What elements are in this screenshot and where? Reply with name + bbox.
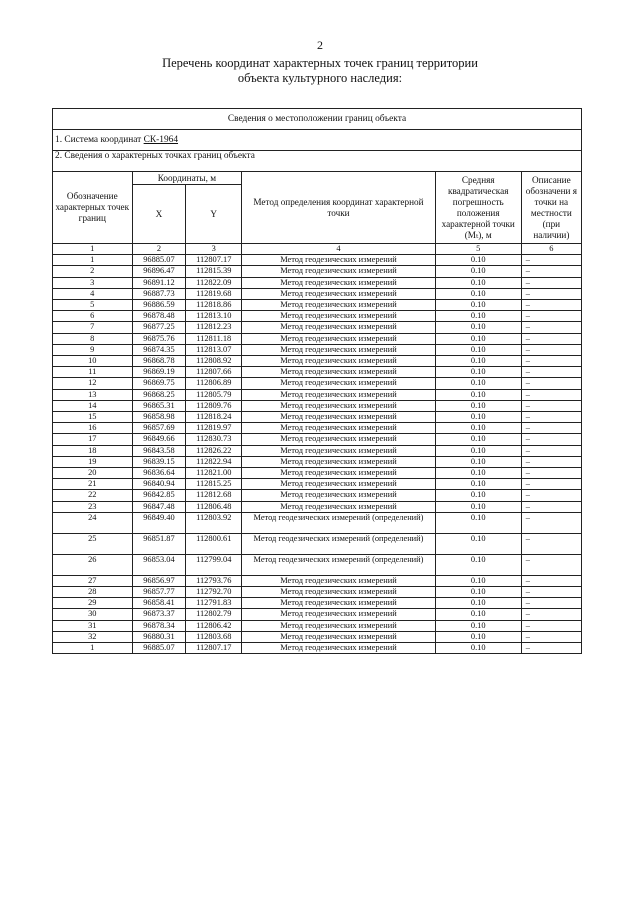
point-description: – xyxy=(521,412,581,423)
col-number: 1 xyxy=(53,244,133,255)
boundary-points-table xyxy=(52,108,582,654)
error-value: 0.10 xyxy=(435,356,521,367)
y-coordinate: 112807.17 xyxy=(186,255,242,266)
point-number: 6 xyxy=(53,311,133,322)
y-coordinate: 112822.09 xyxy=(186,277,242,288)
x-coordinate: 96853.04 xyxy=(132,554,186,575)
y-coordinate: 112807.17 xyxy=(186,643,242,654)
error-value: 0.10 xyxy=(435,554,521,575)
point-description: – xyxy=(521,378,581,389)
method: Метод геодезических измерений xyxy=(242,367,436,378)
table-row xyxy=(53,575,582,586)
error-value: 0.10 xyxy=(435,311,521,322)
error-value: 0.10 xyxy=(435,598,521,609)
method: Метод геодезических измерений xyxy=(242,333,436,344)
col-number: 2 xyxy=(132,244,186,255)
point-number: 10 xyxy=(53,356,133,367)
x-coordinate: 96836.64 xyxy=(132,468,186,479)
point-number: 9 xyxy=(53,344,133,355)
y-coordinate: 112813.07 xyxy=(186,344,242,355)
table-row xyxy=(53,468,582,479)
point-description: – xyxy=(521,344,581,355)
error-value: 0.10 xyxy=(435,479,521,490)
point-number: 3 xyxy=(53,277,133,288)
y-coordinate: 112811.18 xyxy=(186,333,242,344)
y-coordinate: 112803.92 xyxy=(186,512,242,533)
point-description: – xyxy=(521,400,581,411)
x-coordinate: 96896.47 xyxy=(132,266,186,277)
y-coordinate: 112802.79 xyxy=(186,609,242,620)
x-coordinate: 96857.69 xyxy=(132,423,186,434)
point-description: – xyxy=(521,288,581,299)
coord-system-label: 1. Система координат xyxy=(55,134,142,145)
x-coordinate: 96873.37 xyxy=(132,609,186,620)
method: Метод геодезических измерений xyxy=(242,344,436,355)
table-row xyxy=(53,609,582,620)
error-value: 0.10 xyxy=(435,609,521,620)
x-coordinate: 96847.48 xyxy=(132,501,186,512)
y-coordinate: 112805.79 xyxy=(186,389,242,400)
x-coordinate: 96886.59 xyxy=(132,300,186,311)
method: Метод геодезических измерений xyxy=(242,445,436,456)
header-x: X xyxy=(132,185,186,244)
table-row xyxy=(53,479,582,490)
error-value: 0.10 xyxy=(435,587,521,598)
method: Метод геодезических измерений xyxy=(242,378,436,389)
method: Метод геодезических измерений xyxy=(242,356,436,367)
point-description: – xyxy=(521,445,581,456)
y-coordinate: 112806.89 xyxy=(186,378,242,389)
point-number: 1 xyxy=(53,255,133,266)
table-row xyxy=(53,456,582,467)
method: Метод геодезических измерений xyxy=(242,587,436,598)
table-row xyxy=(53,512,582,533)
table-row xyxy=(53,434,582,445)
method: Метод геодезических измерений xyxy=(242,288,436,299)
y-coordinate: 112812.23 xyxy=(186,322,242,333)
point-number: 15 xyxy=(53,412,133,423)
header-y: Y xyxy=(186,185,242,244)
method: Метод геодезических измерений (определений) xyxy=(242,554,436,575)
x-coordinate: 96885.07 xyxy=(132,643,186,654)
table-row xyxy=(53,255,582,266)
y-coordinate: 112800.61 xyxy=(186,533,242,554)
table-row xyxy=(53,344,582,355)
point-number: 22 xyxy=(53,490,133,501)
y-coordinate: 112821.00 xyxy=(186,468,242,479)
table-row xyxy=(53,501,582,512)
table-row xyxy=(53,631,582,642)
point-number: 1 xyxy=(53,643,133,654)
y-coordinate: 112809.76 xyxy=(186,400,242,411)
point-number: 27 xyxy=(53,575,133,586)
header-row-1 xyxy=(53,172,582,185)
method: Метод геодезических измерений xyxy=(242,412,436,423)
table-row xyxy=(53,400,582,411)
point-number: 13 xyxy=(53,389,133,400)
error-value: 0.10 xyxy=(435,266,521,277)
method: Метод геодезических измерений xyxy=(242,255,436,266)
table-row xyxy=(53,288,582,299)
point-description: – xyxy=(521,490,581,501)
point-description: – xyxy=(521,620,581,631)
error-value: 0.10 xyxy=(435,322,521,333)
point-description: – xyxy=(521,311,581,322)
method: Метод геодезических измерений xyxy=(242,434,436,445)
method: Метод геодезических измерений xyxy=(242,490,436,501)
method: Метод геодезических измерений xyxy=(242,598,436,609)
point-number: 8 xyxy=(53,333,133,344)
point-description: – xyxy=(521,322,581,333)
x-coordinate: 96868.25 xyxy=(132,389,186,400)
point-number: 24 xyxy=(53,512,133,533)
y-coordinate: 112815.39 xyxy=(186,266,242,277)
y-coordinate: 112808.92 xyxy=(186,356,242,367)
point-number: 20 xyxy=(53,468,133,479)
error-value: 0.10 xyxy=(435,501,521,512)
section-title: Сведения о местоположении границ объекта xyxy=(53,109,582,130)
point-number: 23 xyxy=(53,501,133,512)
table-row xyxy=(53,554,582,575)
x-coordinate: 96878.48 xyxy=(132,311,186,322)
method: Метод геодезических измерений xyxy=(242,631,436,642)
header-coords: Координаты, м xyxy=(132,172,242,185)
x-coordinate: 96887.73 xyxy=(132,288,186,299)
error-value: 0.10 xyxy=(435,445,521,456)
point-number: 32 xyxy=(53,631,133,642)
method: Метод геодезических измерений xyxy=(242,322,436,333)
table-row xyxy=(53,643,582,654)
error-value: 0.10 xyxy=(435,255,521,266)
point-number: 28 xyxy=(53,587,133,598)
y-coordinate: 112807.66 xyxy=(186,367,242,378)
error-value: 0.10 xyxy=(435,389,521,400)
document-title xyxy=(0,56,640,86)
x-coordinate: 96874.35 xyxy=(132,344,186,355)
method: Метод геодезических измерений xyxy=(242,389,436,400)
point-number: 17 xyxy=(53,434,133,445)
y-coordinate: 112822.94 xyxy=(186,456,242,467)
error-value: 0.10 xyxy=(435,378,521,389)
table-row xyxy=(53,490,582,501)
method: Метод геодезических измерений xyxy=(242,423,436,434)
point-description: – xyxy=(521,266,581,277)
method: Метод геодезических измерений xyxy=(242,266,436,277)
y-coordinate: 112819.97 xyxy=(186,423,242,434)
point-number: 29 xyxy=(53,598,133,609)
y-coordinate: 112813.10 xyxy=(186,311,242,322)
method: Метод геодезических измерений (определений) xyxy=(242,512,436,533)
error-value: 0.10 xyxy=(435,533,521,554)
point-number: 4 xyxy=(53,288,133,299)
method: Метод геодезических измерений xyxy=(242,311,436,322)
point-description: – xyxy=(521,434,581,445)
title-line-2: объекта культурного наследия: xyxy=(237,71,403,85)
coord-system-value: СК-1964 xyxy=(143,134,179,145)
point-number: 11 xyxy=(53,367,133,378)
x-coordinate: 96858.98 xyxy=(132,412,186,423)
x-coordinate: 96885.07 xyxy=(132,255,186,266)
point-number: 25 xyxy=(53,533,133,554)
y-coordinate: 112803.68 xyxy=(186,631,242,642)
point-number: 5 xyxy=(53,300,133,311)
point-description: – xyxy=(521,468,581,479)
y-coordinate: 112806.42 xyxy=(186,620,242,631)
section-title-row xyxy=(53,109,582,130)
x-coordinate: 96842.85 xyxy=(132,490,186,501)
point-description: – xyxy=(521,587,581,598)
x-coordinate: 96877.25 xyxy=(132,322,186,333)
y-coordinate: 112806.48 xyxy=(186,501,242,512)
x-coordinate: 96878.34 xyxy=(132,620,186,631)
method: Метод геодезических измерений xyxy=(242,277,436,288)
y-coordinate: 112819.68 xyxy=(186,288,242,299)
error-value: 0.10 xyxy=(435,344,521,355)
table-row xyxy=(53,266,582,277)
point-description: – xyxy=(521,609,581,620)
x-coordinate: 96849.40 xyxy=(132,512,186,533)
point-description: – xyxy=(521,389,581,400)
error-value: 0.10 xyxy=(435,412,521,423)
header-error: Средняя квадратическая погрешность положения характерной точки (Mₜ), м xyxy=(435,172,521,244)
method: Метод геодезических измерений (определений) xyxy=(242,533,436,554)
point-number: 18 xyxy=(53,445,133,456)
x-coordinate: 96851.87 xyxy=(132,533,186,554)
table-row xyxy=(53,356,582,367)
error-value: 0.10 xyxy=(435,434,521,445)
method: Метод геодезических измерений xyxy=(242,456,436,467)
table-row xyxy=(53,620,582,631)
point-description: – xyxy=(521,277,581,288)
point-number: 16 xyxy=(53,423,133,434)
table-row xyxy=(53,389,582,400)
error-value: 0.10 xyxy=(435,575,521,586)
table-row xyxy=(53,412,582,423)
x-coordinate: 96865.31 xyxy=(132,400,186,411)
point-description: – xyxy=(521,643,581,654)
y-coordinate: 112812.68 xyxy=(186,490,242,501)
method: Метод геодезических измерений xyxy=(242,620,436,631)
y-coordinate: 112792.70 xyxy=(186,587,242,598)
table-row xyxy=(53,277,582,288)
error-value: 0.10 xyxy=(435,456,521,467)
point-description: – xyxy=(521,575,581,586)
point-description: – xyxy=(521,367,581,378)
coord-system-cell xyxy=(53,130,582,151)
error-value: 0.10 xyxy=(435,400,521,411)
x-coordinate: 96869.75 xyxy=(132,378,186,389)
y-coordinate: 112815.25 xyxy=(186,479,242,490)
point-description: – xyxy=(521,479,581,490)
x-coordinate: 96858.41 xyxy=(132,598,186,609)
table-row xyxy=(53,423,582,434)
error-value: 0.10 xyxy=(435,300,521,311)
method: Метод геодезических измерений xyxy=(242,300,436,311)
x-coordinate: 96880.31 xyxy=(132,631,186,642)
y-coordinate: 112791.83 xyxy=(186,598,242,609)
error-value: 0.10 xyxy=(435,512,521,533)
table-row xyxy=(53,587,582,598)
title-line-1: Перечень координат характерных точек границ территории xyxy=(162,56,478,70)
error-value: 0.10 xyxy=(435,643,521,654)
x-coordinate: 96840.94 xyxy=(132,479,186,490)
x-coordinate: 96856.97 xyxy=(132,575,186,586)
table-row xyxy=(53,300,582,311)
x-coordinate: 96869.19 xyxy=(132,367,186,378)
method: Метод геодезических измерений xyxy=(242,468,436,479)
x-coordinate: 96839.15 xyxy=(132,456,186,467)
point-description: – xyxy=(521,598,581,609)
error-value: 0.10 xyxy=(435,423,521,434)
y-coordinate: 112830.73 xyxy=(186,434,242,445)
point-description: – xyxy=(521,423,581,434)
point-description: – xyxy=(521,533,581,554)
x-coordinate: 96891.12 xyxy=(132,277,186,288)
y-coordinate: 112818.86 xyxy=(186,300,242,311)
point-number: 30 xyxy=(53,609,133,620)
points-section-title: 2. Сведения о характерных точках границ объекта xyxy=(53,151,582,172)
method: Метод геодезических измерений xyxy=(242,643,436,654)
method: Метод геодезических измерений xyxy=(242,479,436,490)
col-number: 6 xyxy=(521,244,581,255)
x-coordinate: 96843.58 xyxy=(132,445,186,456)
error-value: 0.10 xyxy=(435,277,521,288)
page-number: 2 xyxy=(317,38,323,52)
x-coordinate: 96868.78 xyxy=(132,356,186,367)
x-coordinate: 96857.77 xyxy=(132,587,186,598)
table-row xyxy=(53,311,582,322)
point-description: – xyxy=(521,255,581,266)
point-description: – xyxy=(521,501,581,512)
point-number: 2 xyxy=(53,266,133,277)
coord-system-row xyxy=(53,130,582,151)
table-row xyxy=(53,378,582,389)
x-coordinate: 96875.76 xyxy=(132,333,186,344)
method: Метод геодезических измерений xyxy=(242,501,436,512)
point-number: 12 xyxy=(53,378,133,389)
table-row xyxy=(53,333,582,344)
x-coordinate: 96849.66 xyxy=(132,434,186,445)
point-number: 14 xyxy=(53,400,133,411)
method: Метод геодезических измерений xyxy=(242,609,436,620)
error-value: 0.10 xyxy=(435,288,521,299)
table-row xyxy=(53,533,582,554)
point-description: – xyxy=(521,300,581,311)
error-value: 0.10 xyxy=(435,631,521,642)
point-description: – xyxy=(521,554,581,575)
point-description: – xyxy=(521,356,581,367)
column-number-row xyxy=(53,244,582,255)
error-value: 0.10 xyxy=(435,367,521,378)
method: Метод геодезических измерений xyxy=(242,400,436,411)
table-row xyxy=(53,598,582,609)
y-coordinate: 112818.24 xyxy=(186,412,242,423)
header-description: Описание обозначени я точки на местности (при наличии) xyxy=(521,172,581,244)
table-row xyxy=(53,367,582,378)
method: Метод геодезических измерений xyxy=(242,575,436,586)
table-row xyxy=(53,322,582,333)
col-number: 4 xyxy=(242,244,436,255)
error-value: 0.10 xyxy=(435,490,521,501)
point-description: – xyxy=(521,631,581,642)
point-number: 26 xyxy=(53,554,133,575)
point-number: 7 xyxy=(53,322,133,333)
point-number: 21 xyxy=(53,479,133,490)
point-number: 31 xyxy=(53,620,133,631)
points-section-row xyxy=(53,151,582,172)
point-description: – xyxy=(521,333,581,344)
error-value: 0.10 xyxy=(435,333,521,344)
point-number: 19 xyxy=(53,456,133,467)
error-value: 0.10 xyxy=(435,468,521,479)
error-value: 0.10 xyxy=(435,620,521,631)
header-method: Метод определения координат характерной точки xyxy=(242,172,436,244)
col-number: 3 xyxy=(186,244,242,255)
header-designation: Обозначение характерных точек границ xyxy=(53,172,133,244)
col-number: 5 xyxy=(435,244,521,255)
point-description: – xyxy=(521,512,581,533)
y-coordinate: 112793.76 xyxy=(186,575,242,586)
y-coordinate: 112799.04 xyxy=(186,554,242,575)
y-coordinate: 112826.22 xyxy=(186,445,242,456)
point-description: – xyxy=(521,456,581,467)
table-row xyxy=(53,445,582,456)
